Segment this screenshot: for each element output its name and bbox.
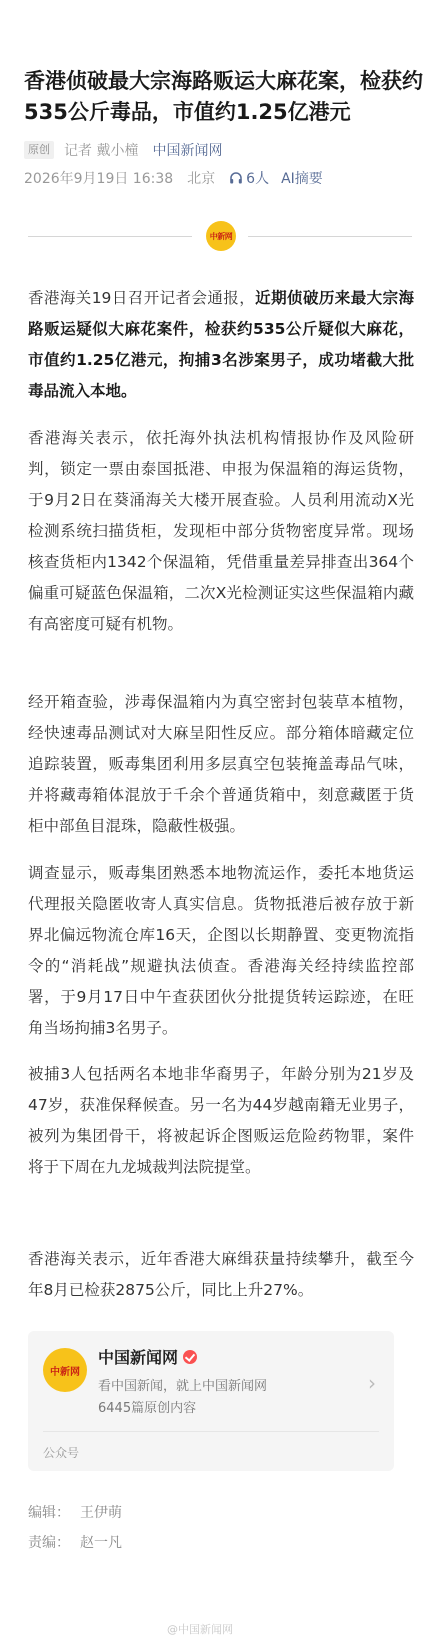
headphones-icon <box>229 171 243 185</box>
lead-highlight: 近期侦破历来最大宗海路贩运疑似大麻花案件，检获约535公斤疑似大麻花，市值约1.25亿港元，拘捕3名涉案男子，成功堵截大批毒品流入本地。 <box>28 289 414 400</box>
paragraph-lead <box>28 283 414 407</box>
chinanews-logo: 中新网 <box>206 221 236 251</box>
editor-label: 编辑： <box>28 1505 70 1521</box>
account-card[interactable] <box>28 1331 394 1471</box>
editor-line <box>28 1502 122 1522</box>
location: 北京 <box>187 171 216 187</box>
account-article-count: 6445篇原创内容 <box>98 1401 197 1416</box>
header-divider <box>28 221 412 251</box>
listen-button[interactable] <box>229 168 269 188</box>
paragraph-5: 被捕3人包括两名本地非华裔男子，年龄分别为21岁及47岁，获准保释候查。另一名为44岁越南籍无业男子，被列为集团骨干，将被起诉企图贩运危险药物罪，案件将于下周在九龙城裁判法院提堂。 <box>28 1065 414 1176</box>
account-description: 看中国新闻，就上中国新闻网 <box>98 1379 268 1394</box>
article-meta-secondary <box>24 167 323 189</box>
article-title: 香港侦破最大宗海路贩运大麻花案，检获约535公斤毒品，市值约1.25亿港元 <box>24 69 423 124</box>
original-badge: 原创 <box>24 141 54 159</box>
account-name: 中国新闻网 <box>98 1348 179 1367</box>
paragraph-6: 香港海关表示，近年香港大麻缉获量持续攀升，截至今年8月已检获2875公斤，同比上升27%。 <box>28 1250 414 1299</box>
source-link[interactable]: 中国新闻网 <box>152 143 223 159</box>
paragraph-4: 调查显示，贩毒集团熟悉本地物流运作，委托本地货运代理报关隐匿收寄人真实信息。货物抵港后被存放于新界北偏远物流仓库16天，企图以长期静置、变更物流指令的“消耗战”规避执法侦查。香港海关经持续监控部署，于9月17日中午查获团伙分批提货转运踪迹，在旺角当场拘捕3名男子。 <box>28 864 414 1037</box>
verified-icon <box>183 1350 197 1364</box>
divider-line-left <box>28 236 192 237</box>
editor-name: 王伊萌 <box>80 1505 122 1521</box>
paragraph-3: 经开箱查验，涉毒保温箱内为真空密封包装草本植物，经快速毒品测试对大麻呈阳性反应。部分箱体暗藏定位追踪装置，贩毒集团利用多层真空包装掩盖毒品气味，并将藏毒箱体混放于千余个普通货箱中，刻意藏匿于货柜中部鱼目混珠，隐蔽性极强。 <box>28 693 414 835</box>
article-meta <box>24 139 222 161</box>
account-avatar: 中新网 <box>43 1348 87 1392</box>
lead-text: 香港海关19日召开记者会通报， <box>28 289 256 307</box>
reviewer-line <box>28 1532 122 1552</box>
chevron-right-icon: › <box>368 1371 376 1395</box>
divider-line-right <box>248 236 412 237</box>
watermark: @中国新闻网 <box>167 1623 233 1636</box>
account-type-label: 公众号 <box>43 1446 80 1460</box>
ai-summary-button[interactable]: AI摘要 <box>281 171 323 187</box>
author: 记者 戴小橦 <box>64 143 139 159</box>
reviewer-name: 赵一凡 <box>80 1535 122 1551</box>
listener-count: 6人 <box>246 171 270 187</box>
account-name-row <box>98 1345 197 1368</box>
publish-date: 2026年9月19日 16:38 <box>24 171 174 187</box>
paragraph-2: 香港海关表示，依托海外执法机构情报协作及风险研判，锁定一票由泰国抵港、申报为保温箱的海运货物，于9月2日在葵涌海关大楼开展查验。人员利用流动X光检测系统扫描货柜，发现柜中部分货物密度异常。现场核查货柜内1342个保温箱，凭借重量差异排查出364个偏重可疑蓝色保温箱，二次X光检测证实这些保温箱内藏有高密度可疑有机物。 <box>28 429 414 633</box>
reviewer-label: 责编： <box>28 1535 70 1551</box>
card-divider <box>43 1431 379 1432</box>
